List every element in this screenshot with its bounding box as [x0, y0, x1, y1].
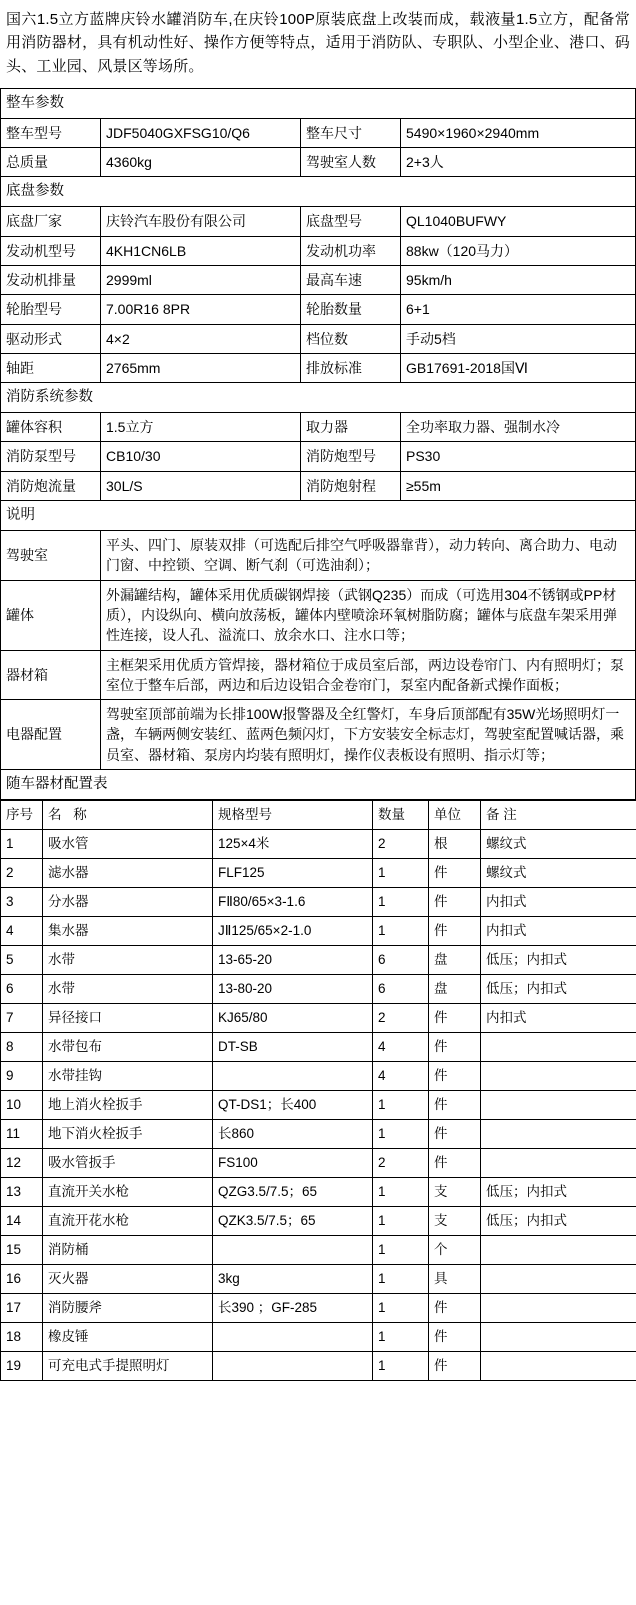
cell-model: FS100	[213, 1149, 373, 1178]
field-label: 消防炮型号	[301, 442, 401, 471]
cell-qty: 1	[373, 888, 429, 917]
field-value: 7.00R16 8PR	[101, 295, 301, 324]
cell-no: 11	[1, 1120, 43, 1149]
cell-name: 水带	[43, 975, 213, 1004]
table-row	[1, 353, 636, 382]
field-value: 2+3人	[401, 148, 636, 177]
cell-unit: 根	[429, 830, 481, 859]
field-value: 4KH1CN6LB	[101, 236, 301, 265]
cell-remark	[481, 1236, 636, 1265]
cell-model: KJ65/80	[213, 1004, 373, 1033]
cell-qty: 6	[373, 946, 429, 975]
cell-name: 分水器	[43, 888, 213, 917]
cell-no: 18	[1, 1323, 43, 1352]
cell-qty: 1	[373, 1091, 429, 1120]
table-row	[1, 295, 636, 324]
cell-name: 水带包布	[43, 1033, 213, 1062]
cell-remark	[481, 1149, 636, 1178]
cell-model: FⅡ80/65×3-1.6	[213, 888, 373, 917]
cell-no: 13	[1, 1178, 43, 1207]
section-title-text: 消防系统参数	[1, 383, 636, 413]
cell-remark: 低压；内扣式	[481, 975, 636, 1004]
cell-remark	[481, 1062, 636, 1091]
field-value: 4×2	[101, 324, 301, 353]
table-row	[1, 1207, 636, 1236]
cell-name: 滤水器	[43, 859, 213, 888]
table-row	[1, 148, 636, 177]
cell-model	[213, 1236, 373, 1265]
field-value: 6+1	[401, 295, 636, 324]
table-row	[1, 1236, 636, 1265]
cell-name: 消防腰斧	[43, 1294, 213, 1323]
column-header-unit: 单位	[429, 801, 481, 830]
cell-remark: 螺纹式	[481, 830, 636, 859]
table-row	[1, 265, 636, 294]
table-row	[1, 888, 636, 917]
cell-qty: 6	[373, 975, 429, 1004]
equipment-table	[0, 800, 636, 1381]
field-value: 5490×1960×2940mm	[401, 118, 636, 147]
field-label: 轮胎数量	[301, 295, 401, 324]
cell-model: 13-80-20	[213, 975, 373, 1004]
field-value: 全功率取力器、强制水冷	[401, 413, 636, 442]
cell-no: 2	[1, 859, 43, 888]
table-row	[1, 1294, 636, 1323]
table-row	[1, 1120, 636, 1149]
cell-name: 地下消火栓扳手	[43, 1120, 213, 1149]
cell-qty: 4	[373, 1033, 429, 1062]
table-row	[1, 946, 636, 975]
cell-no: 5	[1, 946, 43, 975]
cell-model: QT-DS1；长400	[213, 1091, 373, 1120]
cell-unit: 件	[429, 1033, 481, 1062]
table-row	[1, 324, 636, 353]
cell-model: 125×4米	[213, 830, 373, 859]
cell-qty: 1	[373, 1294, 429, 1323]
cell-unit: 具	[429, 1265, 481, 1294]
cell-remark: 低压；内扣式	[481, 946, 636, 975]
cell-name: 地上消火栓扳手	[43, 1091, 213, 1120]
table-row	[1, 1149, 636, 1178]
cell-name: 灭火器	[43, 1265, 213, 1294]
table-row	[1, 471, 636, 500]
field-value: 2999ml	[101, 265, 301, 294]
cell-remark	[481, 1323, 636, 1352]
cell-no: 15	[1, 1236, 43, 1265]
field-value: 庆铃汽车股份有限公司	[101, 207, 301, 236]
cell-remark	[481, 1265, 636, 1294]
cell-remark: 内扣式	[481, 888, 636, 917]
table-row	[1, 1062, 636, 1091]
field-label: 电器配置	[1, 700, 101, 770]
cell-no: 10	[1, 1091, 43, 1120]
cell-remark: 低压；内扣式	[481, 1178, 636, 1207]
cell-qty: 4	[373, 1062, 429, 1091]
field-label: 发动机型号	[1, 236, 101, 265]
cell-qty: 1	[373, 1120, 429, 1149]
cell-no: 8	[1, 1033, 43, 1062]
cell-unit: 件	[429, 917, 481, 946]
cell-remark	[481, 1352, 636, 1381]
column-header-remark: 备 注	[481, 801, 636, 830]
section-title-text: 随车器材配置表	[1, 770, 636, 800]
cell-name: 直流开花水枪	[43, 1207, 213, 1236]
cell-qty: 1	[373, 1236, 429, 1265]
cell-unit: 件	[429, 1004, 481, 1033]
column-header-name: 名 称	[43, 801, 213, 830]
cell-qty: 1	[373, 1265, 429, 1294]
table-row	[1, 975, 636, 1004]
field-label: 档位数	[301, 324, 401, 353]
cell-remark	[481, 1091, 636, 1120]
cell-unit: 件	[429, 1062, 481, 1091]
cell-unit: 个	[429, 1236, 481, 1265]
cell-name: 集水器	[43, 917, 213, 946]
field-label: 驾驶室人数	[301, 148, 401, 177]
cell-remark: 螺纹式	[481, 859, 636, 888]
cell-unit: 件	[429, 1323, 481, 1352]
field-value: 驾驶室顶部前端为长排100W报警器及全红警灯，车身后顶部配有35W光场照明灯一盏，车辆两侧安装红、蓝两色频闪灯，下方安装安全标志灯，驾驶室配置喊话器，乘员室、器材箱、泵房内均装有照明灯，操作仪表板设有照明、指示灯等；	[101, 700, 636, 770]
field-value: GB17691-2018国Ⅵ	[401, 353, 636, 382]
cell-qty: 1	[373, 1352, 429, 1381]
cell-unit: 件	[429, 859, 481, 888]
field-label: 排放标准	[301, 353, 401, 382]
cell-no: 16	[1, 1265, 43, 1294]
equipment-header-row	[1, 801, 636, 830]
cell-unit: 支	[429, 1178, 481, 1207]
field-label: 轮胎型号	[1, 295, 101, 324]
field-value: CB10/30	[101, 442, 301, 471]
table-row	[1, 531, 636, 581]
section-header-chassis	[1, 177, 636, 207]
field-label: 轴距	[1, 353, 101, 382]
table-row	[1, 1323, 636, 1352]
cell-qty: 2	[373, 1149, 429, 1178]
cell-remark	[481, 1033, 636, 1062]
field-label: 消防泵型号	[1, 442, 101, 471]
cell-unit: 件	[429, 1294, 481, 1323]
cell-model: 3kg	[213, 1265, 373, 1294]
cell-no: 6	[1, 975, 43, 1004]
cell-name: 直流开关水枪	[43, 1178, 213, 1207]
field-label: 底盘厂家	[1, 207, 101, 236]
cell-name: 吸水管	[43, 830, 213, 859]
field-label: 罐体	[1, 580, 101, 650]
cell-no: 1	[1, 830, 43, 859]
cell-remark	[481, 1294, 636, 1323]
cell-qty: 1	[373, 1323, 429, 1352]
cell-no: 17	[1, 1294, 43, 1323]
cell-qty: 1	[373, 1207, 429, 1236]
field-label: 整车尺寸	[301, 118, 401, 147]
intro-paragraph: 国六1.5立方蓝牌庆铃水罐消防车,在庆铃100P原装底盘上改装而成，载液量1.5立方，配备常用消防器材，具有机动性好、操作方便等特点，适用于消防队、专职队、小型企业、港口、码头、工业园、风景区等场所。	[6, 11, 630, 75]
column-header-no: 序号	[1, 801, 43, 830]
cell-qty: 1	[373, 917, 429, 946]
cell-qty: 2	[373, 1004, 429, 1033]
cell-qty: 2	[373, 830, 429, 859]
cell-name: 水带	[43, 946, 213, 975]
field-value: 95km/h	[401, 265, 636, 294]
field-label: 器材箱	[1, 650, 101, 700]
table-row	[1, 1352, 636, 1381]
table-row	[1, 700, 636, 770]
cell-model	[213, 1323, 373, 1352]
cell-name: 水带挂钩	[43, 1062, 213, 1091]
cell-unit: 件	[429, 888, 481, 917]
cell-remark: 内扣式	[481, 1004, 636, 1033]
cell-unit: 支	[429, 1207, 481, 1236]
field-value: 88kw（120马力）	[401, 236, 636, 265]
cell-remark	[481, 1120, 636, 1149]
table-row	[1, 1004, 636, 1033]
cell-unit: 件	[429, 1352, 481, 1381]
cell-name: 橡皮锤	[43, 1323, 213, 1352]
table-row	[1, 1091, 636, 1120]
section-header-description	[1, 501, 636, 531]
cell-qty: 1	[373, 859, 429, 888]
field-value: 30L/S	[101, 471, 301, 500]
section-title-text: 底盘参数	[1, 177, 636, 207]
table-row	[1, 1178, 636, 1207]
column-header-model: 规格型号	[213, 801, 373, 830]
field-label: 消防炮射程	[301, 471, 401, 500]
table-row	[1, 1265, 636, 1294]
table-row	[1, 580, 636, 650]
cell-no: 7	[1, 1004, 43, 1033]
field-value: JDF5040GXFSG10/Q6	[101, 118, 301, 147]
cell-name: 异径接口	[43, 1004, 213, 1033]
column-header-qty: 数量	[373, 801, 429, 830]
cell-no: 12	[1, 1149, 43, 1178]
cell-unit: 件	[429, 1120, 481, 1149]
cell-no: 9	[1, 1062, 43, 1091]
cell-model	[213, 1062, 373, 1091]
field-label: 发动机功率	[301, 236, 401, 265]
cell-no: 14	[1, 1207, 43, 1236]
cell-model: 13-65-20	[213, 946, 373, 975]
cell-model: FLF125	[213, 859, 373, 888]
cell-model: 长860	[213, 1120, 373, 1149]
cell-no: 19	[1, 1352, 43, 1381]
field-value: 1.5立方	[101, 413, 301, 442]
cell-model: DT-SB	[213, 1033, 373, 1062]
table-row	[1, 118, 636, 147]
field-label: 取力器	[301, 413, 401, 442]
cell-remark: 低压；内扣式	[481, 1207, 636, 1236]
table-row	[1, 413, 636, 442]
field-label: 发动机排量	[1, 265, 101, 294]
cell-no: 3	[1, 888, 43, 917]
field-value: 2765mm	[101, 353, 301, 382]
table-row	[1, 207, 636, 236]
specification-table	[0, 88, 636, 800]
table-row	[1, 236, 636, 265]
field-label: 整车型号	[1, 118, 101, 147]
cell-model: QZG3.5/7.5；65	[213, 1178, 373, 1207]
field-value: 外漏罐结构，罐体采用优质碳钢焊接（武钢Q235）而成（可选用304不锈钢或PP材质），内设纵向、横向放荡板，罐体内壁喷涂环氧树脂防腐；罐体与底盘车架采用弹性连接，设人孔、溢流口、放余水口、注水口等；	[101, 580, 636, 650]
field-value: 主框架采用优质方管焊接，器材箱位于成员室后部，两边设卷帘门、内有照明灯；泵室位于整车后部，两边和后边设铝合金卷帘门，泵室内配备新式操作面板；	[101, 650, 636, 700]
field-label: 罐体容积	[1, 413, 101, 442]
field-label: 总质量	[1, 148, 101, 177]
section-header-firesystem	[1, 383, 636, 413]
cell-unit: 件	[429, 1091, 481, 1120]
section-header-equipment	[1, 770, 636, 800]
field-value: 手动5档	[401, 324, 636, 353]
field-value: 平头、四门、原装双排（可选配后排空气呼吸器靠背），动力转向、离合助力、电动门窗、中控锁、空调、断气刹（可选油刹）；	[101, 531, 636, 581]
cell-unit: 盘	[429, 975, 481, 1004]
field-value: ≥55m	[401, 471, 636, 500]
field-value: QL1040BUFWY	[401, 207, 636, 236]
cell-unit: 盘	[429, 946, 481, 975]
section-header-vehicle	[1, 88, 636, 118]
field-label: 底盘型号	[301, 207, 401, 236]
cell-name: 可充电式手提照明灯	[43, 1352, 213, 1381]
cell-model	[213, 1352, 373, 1381]
field-value: 4360kg	[101, 148, 301, 177]
section-title-text: 说明	[1, 501, 636, 531]
table-row	[1, 442, 636, 471]
table-row	[1, 1033, 636, 1062]
table-row	[1, 830, 636, 859]
cell-qty: 1	[373, 1178, 429, 1207]
cell-remark: 内扣式	[481, 917, 636, 946]
cell-model: JⅡ125/65×2-1.0	[213, 917, 373, 946]
cell-unit: 件	[429, 1149, 481, 1178]
field-label: 最高车速	[301, 265, 401, 294]
field-label: 驱动形式	[1, 324, 101, 353]
cell-name: 吸水管扳手	[43, 1149, 213, 1178]
field-value: PS30	[401, 442, 636, 471]
cell-model: 长390 ；GF-285	[213, 1294, 373, 1323]
section-title-text: 整车参数	[1, 88, 636, 118]
table-row	[1, 650, 636, 700]
field-label: 驾驶室	[1, 531, 101, 581]
cell-model: QZK3.5/7.5；65	[213, 1207, 373, 1236]
cell-name: 消防桶	[43, 1236, 213, 1265]
field-label: 消防炮流量	[1, 471, 101, 500]
cell-no: 4	[1, 917, 43, 946]
table-row	[1, 859, 636, 888]
table-row	[1, 917, 636, 946]
